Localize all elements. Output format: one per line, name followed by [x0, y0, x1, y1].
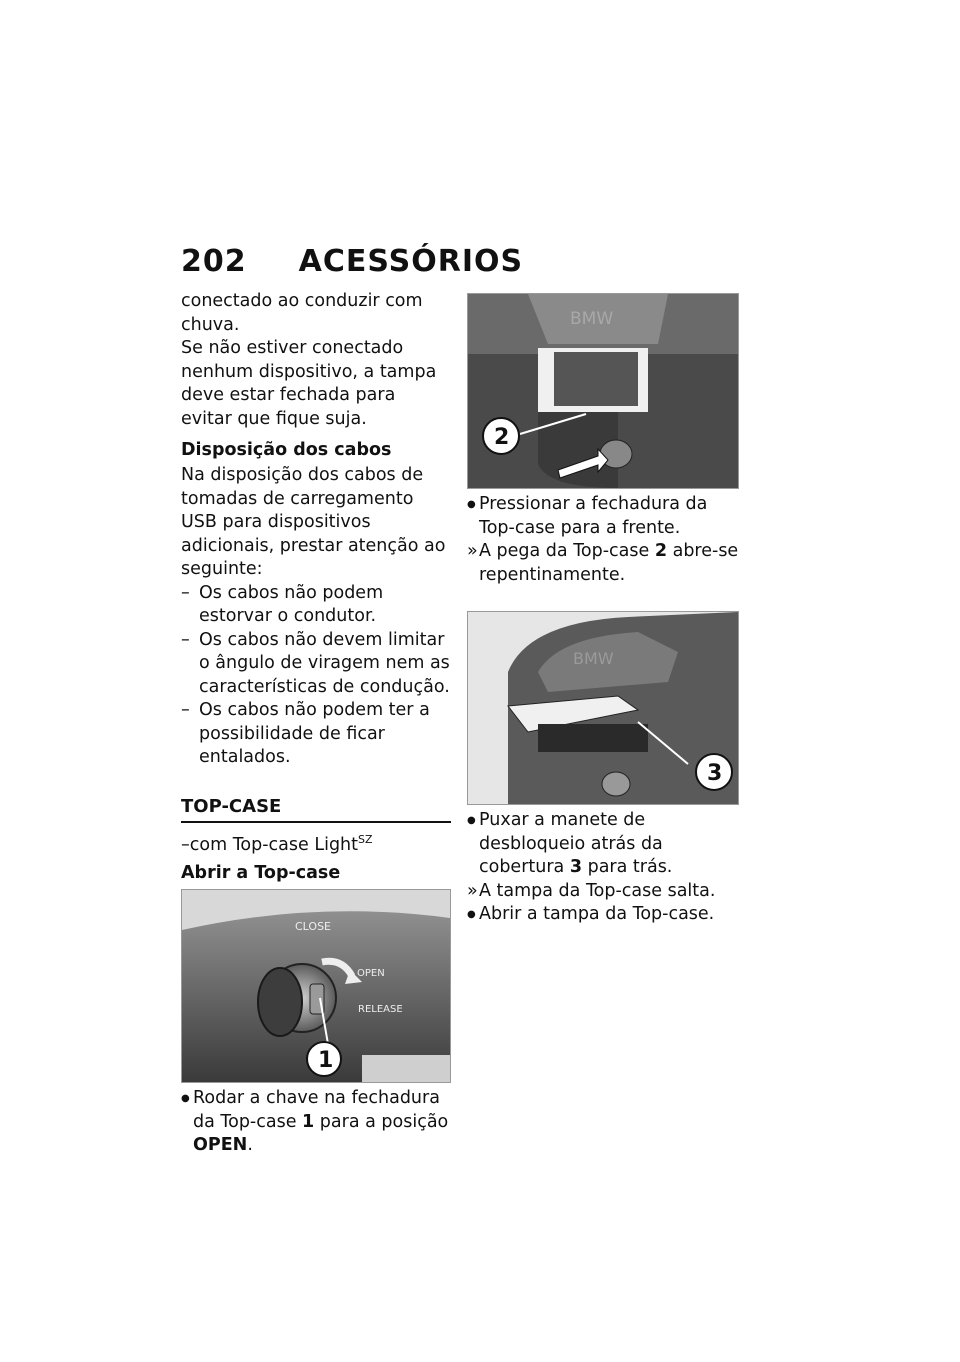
release-illustration — [468, 612, 738, 804]
callout-1: 1 — [318, 1048, 334, 1074]
figure-release-photo — [467, 611, 739, 805]
page-number: 202 — [181, 244, 247, 279]
section-title: TOP-CASE — [181, 795, 282, 817]
list-item: – Os cabos não devem limitar o ângulo de viragem nem as características de condução. — [181, 629, 451, 700]
list-item: ● Pressionar a fechadura da Top-case para a frente. — [467, 493, 739, 540]
step-text: para a posição — [314, 1111, 449, 1132]
figure-lock-photo — [181, 889, 451, 1083]
step-list-1 — [181, 1087, 451, 1158]
list-item: – Os cabos não podem ter a possibilidade de ficar entalados. — [181, 699, 451, 770]
brand-mark: BMW — [570, 309, 614, 329]
callout-2: 2 — [494, 425, 510, 450]
result-number: 2 — [654, 541, 668, 561]
list-item: » A tampa da Top-case salta. — [467, 880, 739, 904]
label-open: OPEN — [357, 968, 385, 980]
variant-text: com Top-case Light — [189, 834, 358, 855]
page-title: ACESSÓRIOS — [298, 244, 524, 279]
list-item: – Os cabos não podem estorvar o condutor. — [181, 582, 451, 629]
lock-illustration — [182, 890, 450, 1082]
intro-text-1: conectado ao conduzir com chuva. — [181, 291, 423, 335]
step-number: 1 — [302, 1111, 315, 1132]
cables-intro: Na disposição dos cabos de tomadas de carregamento USB para dispositivos adicionais, prestar atenção ao seguinte: — [181, 465, 446, 579]
list-item — [467, 809, 739, 880]
callout-3: 3 — [707, 761, 723, 786]
cables-list — [181, 582, 451, 770]
step-keyword: OPEN — [193, 1135, 248, 1156]
step-text: Rodar a chave na fechadura da Top-case — [193, 1088, 440, 1132]
figure-handle-photo — [467, 293, 739, 489]
open-heading: Abrir a Top-case — [181, 863, 341, 884]
list-item — [181, 1087, 451, 1158]
step-text: Puxar a manete de desbloqueio atrás da cobertura — [479, 810, 663, 877]
left-column — [181, 290, 451, 1158]
cables-heading: Disposição dos cabos — [181, 440, 392, 460]
result-text: A pega da Top-case — [479, 541, 655, 561]
handle-illustration — [468, 294, 738, 488]
result-text: abre-se repentinamente. — [479, 541, 739, 585]
step-text: . — [247, 1135, 253, 1156]
label-close: CLOSE — [295, 920, 332, 934]
variant-note: –com Top-case Light$^{SZ}$ — [181, 832, 373, 855]
step-list-2 — [467, 493, 739, 587]
step-text: para trás. — [582, 857, 673, 877]
right-column — [467, 290, 739, 927]
list-item — [467, 540, 739, 587]
intro-text-2: Se não estiver conectado nenhum dispositivo, a tampa deve estar fechada para evitar que fique suja. — [181, 338, 437, 429]
step-number: 3 — [569, 857, 583, 877]
list-item: ● Abrir a tampa da Top-case. — [467, 903, 739, 927]
page-header — [181, 244, 523, 284]
section-heading — [181, 796, 451, 823]
brand-mark: BMW — [573, 649, 614, 668]
variant-code: SZ — [358, 832, 373, 846]
step-list-3 — [467, 809, 739, 927]
label-release: RELEASE — [358, 1004, 403, 1016]
